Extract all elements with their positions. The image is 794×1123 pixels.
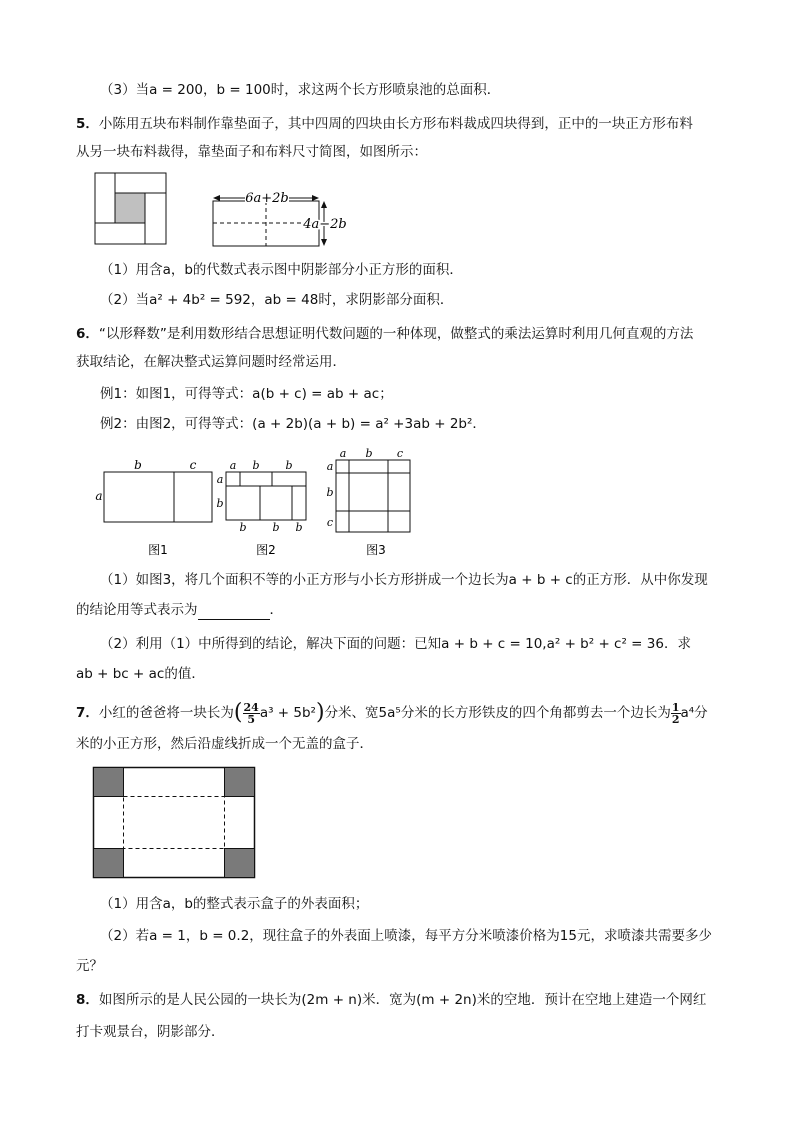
q5-text-1: [76, 114, 693, 134]
q8-text-1: [76, 990, 706, 1010]
q7-number: 7．: [76, 705, 99, 721]
fraction2-denominator: 2: [671, 712, 680, 726]
fig2-label-bottom-b3: b: [295, 521, 303, 534]
q6-text-1: [76, 324, 693, 344]
q6-sub2-line2: ab + bc + ac的值．: [76, 666, 205, 682]
q6-line1: “以形释数”是利用数形结合思想证明代数问题的一种体现，做整式的乘法运算时利用几何直观的方法: [98, 326, 694, 342]
fig1-caption: 图1: [148, 543, 168, 557]
q8-line1: 如图所示的是人民公园的一块长为(2m + n)米．宽为(m + 2n)米的空地．预计在空地上建造一个网红: [98, 992, 707, 1008]
q7-sub1: （1）用含a，b的整式表示盒子的外表面积；: [100, 896, 369, 912]
cushion-diagram: [95, 173, 166, 244]
fig2-label-left-a: a: [216, 473, 224, 486]
q5-number: 5．: [76, 116, 99, 132]
fig2-caption: 图2: [256, 543, 276, 557]
shaded-square: [115, 193, 145, 223]
fraction-24-5: [243, 702, 260, 725]
fabric-height-label: 4a−2b: [303, 217, 347, 232]
corner-square-tl: [94, 768, 124, 797]
q8-text-2: 打卡观景台，阴影部分．: [76, 1024, 225, 1040]
fig3-label-left-c: c: [326, 516, 334, 529]
q7-text-1: [76, 696, 708, 730]
fig1-label-b: b: [134, 458, 142, 472]
q5-line1: 小陈用五块布料制作靠垫面子，其中四周的四块由长方形布料裁成四块得到，正中的一块正方形布料: [98, 116, 693, 132]
q7-sub2-line2: 元？: [76, 958, 103, 974]
fig2-label-left-b: b: [216, 497, 224, 510]
corner-square-bl: [94, 849, 124, 878]
fig1-label-a: a: [95, 489, 103, 503]
fraction-denominator: 5: [247, 712, 255, 726]
q5-figure: [94, 172, 347, 248]
q7-post: a⁴分: [680, 705, 708, 721]
q7-mid2: 分米、宽5a⁵分米的长方形铁皮的四个角都剪去一个边长为: [324, 705, 671, 721]
fig2-label-bottom-b1: b: [239, 521, 247, 534]
fig3-label-left-b: b: [326, 486, 334, 499]
left-paren: (: [233, 700, 243, 725]
q8-number: 8．: [76, 992, 99, 1008]
q6-sub1-line1: （1）如图3，将几个面积不等的小正方形与小长方形拼成一个边长为a + b + c的正方形．从中你发现: [100, 572, 708, 588]
q6-example2: 例2：由图2，可得等式：(a + 2b)(a + b) = a² +3ab + 2b²．: [100, 416, 486, 432]
q6-example1: 例1：如图1，可得等式：a(b + c) = ab + ac；: [100, 386, 393, 402]
figure-3: [326, 447, 410, 557]
q4-sub3: （3）当a = 200，b = 100时，求这两个长方形喷泉池的总面积．: [100, 82, 501, 98]
q7-box-figure: [92, 766, 258, 880]
answer-blank: [198, 605, 270, 620]
q7-mid1: a³ + 5b²: [259, 705, 316, 721]
fraction2-numerator: 1: [671, 700, 680, 714]
right-paren: ): [315, 700, 325, 725]
q7-text-2: 米的小正方形，然后沿虚线折成一个无盖的盒子．: [76, 736, 373, 752]
fabric-diagram: [213, 190, 347, 246]
fig3-label-top-b: b: [365, 447, 373, 460]
fraction-1-2: [671, 702, 681, 725]
q6-sub1-prefix: 的结论用等式表示为: [76, 602, 198, 618]
fig3-label-top-a: a: [339, 447, 347, 460]
q6-sub1-suffix: ．: [269, 602, 283, 618]
q6-sub2-line1: （2）利用（1）中所得到的结论，解决下面的问题：已知a + b + c = 10,a² + b² + c² = 36．求: [100, 636, 691, 652]
corner-square-br: [225, 849, 255, 878]
fraction-numerator: 24: [243, 700, 259, 714]
fig3-label-left-a: a: [326, 460, 334, 473]
q6-sub1-line2: [76, 600, 283, 620]
q7-sub2-line1: （2）若a = 1，b = 0.2，现往盒子的外表面上喷漆，每平方分米喷漆价格为15元，求喷漆共需要多少: [100, 928, 712, 944]
fig1-label-c: c: [189, 458, 197, 472]
q5-text-2: 从另一块布料裁得，靠垫面子和布料尺寸简图，如图所示：: [76, 144, 427, 160]
fig2-label-top-b2: b: [285, 459, 293, 472]
fig2-label-bottom-b2: b: [272, 521, 280, 534]
figure-1: [95, 458, 212, 557]
figure-2: [216, 459, 306, 557]
fabric-width-label: 6a+2b: [245, 191, 289, 206]
q6-figures: [92, 447, 422, 564]
q6-text-2: 获取结论，在解决整式运算问题时经常运用．: [76, 354, 346, 370]
fig2-label-top-b1: b: [252, 459, 260, 472]
q7-pre: 小红的爸爸将一块长为: [98, 705, 234, 721]
fig2-label-top-a: a: [229, 459, 237, 472]
q5-sub1: （1）用含a，b的代数式表示图中阴影部分小正方形的面积．: [100, 262, 463, 278]
fig3-label-top-c: c: [396, 447, 404, 460]
corner-square-tr: [225, 768, 255, 797]
q5-sub2: （2）当a² + 4b² = 592，ab = 48时，求阴影部分面积．: [100, 292, 454, 308]
q6-number: 6．: [76, 326, 99, 342]
fig3-caption: 图3: [366, 543, 386, 557]
